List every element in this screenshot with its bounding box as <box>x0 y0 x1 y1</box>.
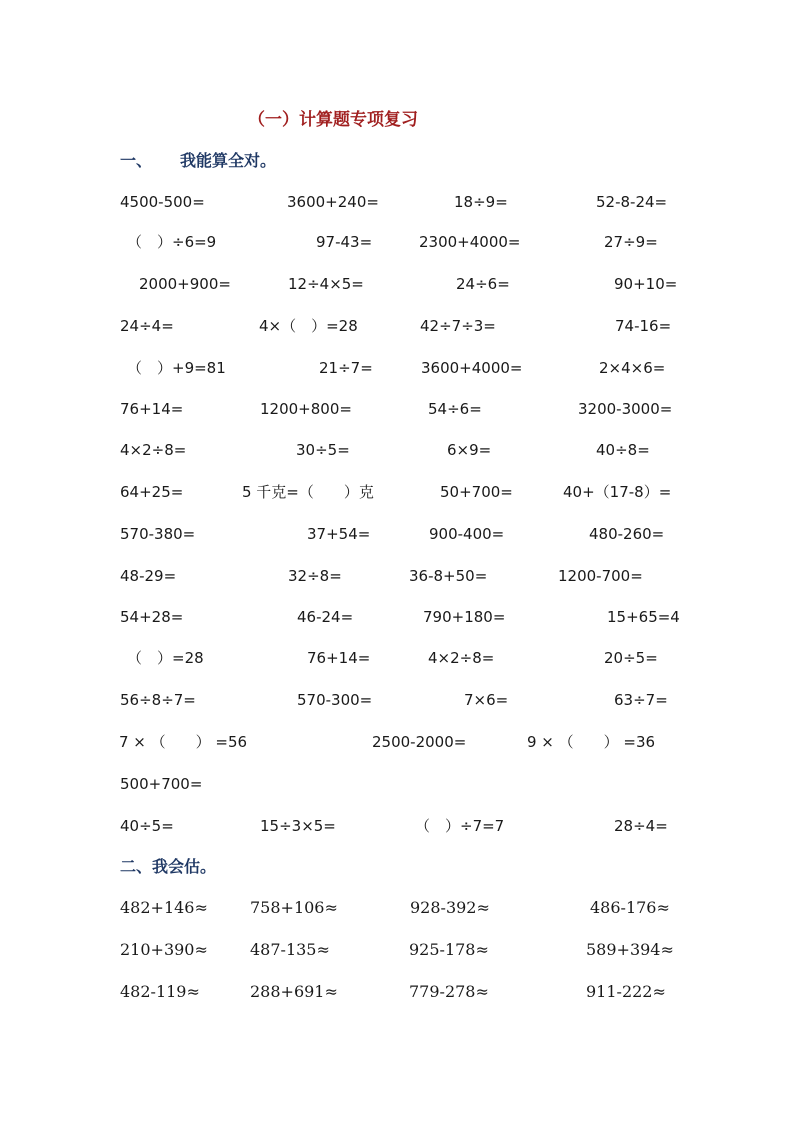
calc-row <box>0 564 794 588</box>
calc-row <box>0 190 794 214</box>
calc-problem: 20÷5= <box>604 649 658 667</box>
calc-problem: 1200+800= <box>260 400 352 418</box>
calc-row <box>0 230 794 254</box>
calc-problem: 9 × （ ） =36 <box>527 733 656 751</box>
calc-problem: 790+180= <box>423 608 506 626</box>
calc-problem: 24÷6= <box>456 275 510 293</box>
calc-problem: 480-260= <box>589 525 665 543</box>
calc-problem: 54+28= <box>120 608 184 626</box>
calc-problem: 36-8+50= <box>409 567 488 585</box>
calc-problem: 76+14= <box>307 649 371 667</box>
calc-problem: 28÷4= <box>614 817 668 835</box>
calc-problem: 570-380= <box>120 525 196 543</box>
calc-problem: 900-400= <box>429 525 505 543</box>
calc-problem: 97-43= <box>316 233 373 251</box>
calc-problem: 4×（ ）=28 <box>259 317 358 335</box>
calc-row <box>0 480 794 504</box>
calc-row <box>0 272 794 296</box>
calc-problem: 63÷7= <box>614 691 668 709</box>
estimate-row <box>0 896 794 920</box>
calc-problem: 40+（17-8）= <box>563 483 672 501</box>
calc-problem: 4×2÷8= <box>120 441 187 459</box>
calc-problem: 56÷8÷7= <box>120 691 196 709</box>
section-label: 我能算全对。 <box>180 151 277 170</box>
calc-row <box>0 522 794 546</box>
calc-problem: 5 千克=（ ）克 <box>242 483 374 501</box>
estimate-problem: 925-178≈ <box>409 940 489 959</box>
calc-problem: 6×9= <box>447 441 492 459</box>
calc-problem: 4×2÷8= <box>428 649 495 667</box>
section-heading-calculate <box>120 148 276 171</box>
calc-problem: 50+700= <box>440 483 513 501</box>
calc-row <box>0 314 794 338</box>
calc-row <box>0 397 794 421</box>
estimate-row <box>0 980 794 1004</box>
estimate-row <box>0 938 794 962</box>
calc-problem: 3600+4000= <box>421 359 523 377</box>
calc-row <box>0 438 794 462</box>
calc-problem: （ ）÷6=9 <box>127 233 217 251</box>
estimate-problem: 928-392≈ <box>410 898 490 917</box>
calc-problem: 37+54= <box>307 525 371 543</box>
calc-problem: 52-8-24= <box>596 193 668 211</box>
calc-problem: 48-29= <box>120 567 177 585</box>
calc-row <box>0 356 794 380</box>
calc-problem: 2000+900= <box>139 275 231 293</box>
calc-problem: 64+25= <box>120 483 184 501</box>
calc-problem: 4500-500= <box>120 193 205 211</box>
calc-problem: （ ）÷7=7 <box>415 817 505 835</box>
calc-row <box>0 814 794 838</box>
calc-problem: 12÷4×5= <box>288 275 364 293</box>
page-title: （一）计算题专项复习 <box>248 110 418 130</box>
estimate-problem: 758+106≈ <box>250 898 338 917</box>
estimate-problem: 911-222≈ <box>586 982 666 1001</box>
calc-problem: 2500-2000= <box>372 733 467 751</box>
estimate-problem: 779-278≈ <box>409 982 489 1001</box>
calc-problem: 90+10= <box>614 275 678 293</box>
estimate-problem: 210+390≈ <box>120 940 208 959</box>
calc-problem: 40÷5= <box>120 817 174 835</box>
calc-problem: 15+65=4 <box>607 608 680 626</box>
calc-problem: 27÷9= <box>604 233 658 251</box>
calc-problem: 3600+240= <box>287 193 379 211</box>
section-heading-estimate: 二、我会估。 <box>120 857 217 876</box>
calc-problem: 2300+4000= <box>419 233 521 251</box>
calc-problem: 7 × （ ） =56 <box>119 733 248 751</box>
calc-problem: 1200-700= <box>558 567 643 585</box>
estimate-problem: 486-176≈ <box>590 898 670 917</box>
calc-problem: 18÷9= <box>454 193 508 211</box>
calc-problem: 24÷4= <box>120 317 174 335</box>
calc-problem: 40÷8= <box>596 441 650 459</box>
calc-row <box>0 772 794 796</box>
calc-problem: 21÷7= <box>319 359 373 377</box>
calc-row <box>0 688 794 712</box>
calc-row <box>0 646 794 670</box>
section-number: 一、 <box>120 151 153 170</box>
calc-problem: 32÷8= <box>288 567 342 585</box>
calc-problem: 54÷6= <box>428 400 482 418</box>
calc-problem: 3200-3000= <box>578 400 673 418</box>
calc-problem: 76+14= <box>120 400 184 418</box>
estimate-problem: 589+394≈ <box>586 940 674 959</box>
calc-row <box>0 605 794 629</box>
calc-row <box>0 730 794 754</box>
calc-problem: 15÷3×5= <box>260 817 336 835</box>
estimate-problem: 482+146≈ <box>120 898 208 917</box>
calc-problem: 30÷5= <box>296 441 350 459</box>
calc-problem: （ ）=28 <box>127 649 204 667</box>
calc-problem: 42÷7÷3= <box>420 317 496 335</box>
calc-problem: （ ）+9=81 <box>127 359 226 377</box>
calc-problem: 7×6= <box>464 691 509 709</box>
calc-problem: 74-16= <box>615 317 672 335</box>
calc-problem: 570-300= <box>297 691 373 709</box>
estimate-problem: 487-135≈ <box>250 940 330 959</box>
estimate-problem: 482-119≈ <box>120 982 200 1001</box>
estimate-problem: 288+691≈ <box>250 982 338 1001</box>
calc-problem: 46-24= <box>297 608 354 626</box>
calc-problem: 500+700= <box>120 775 203 793</box>
calc-problem: 2×4×6= <box>599 359 666 377</box>
